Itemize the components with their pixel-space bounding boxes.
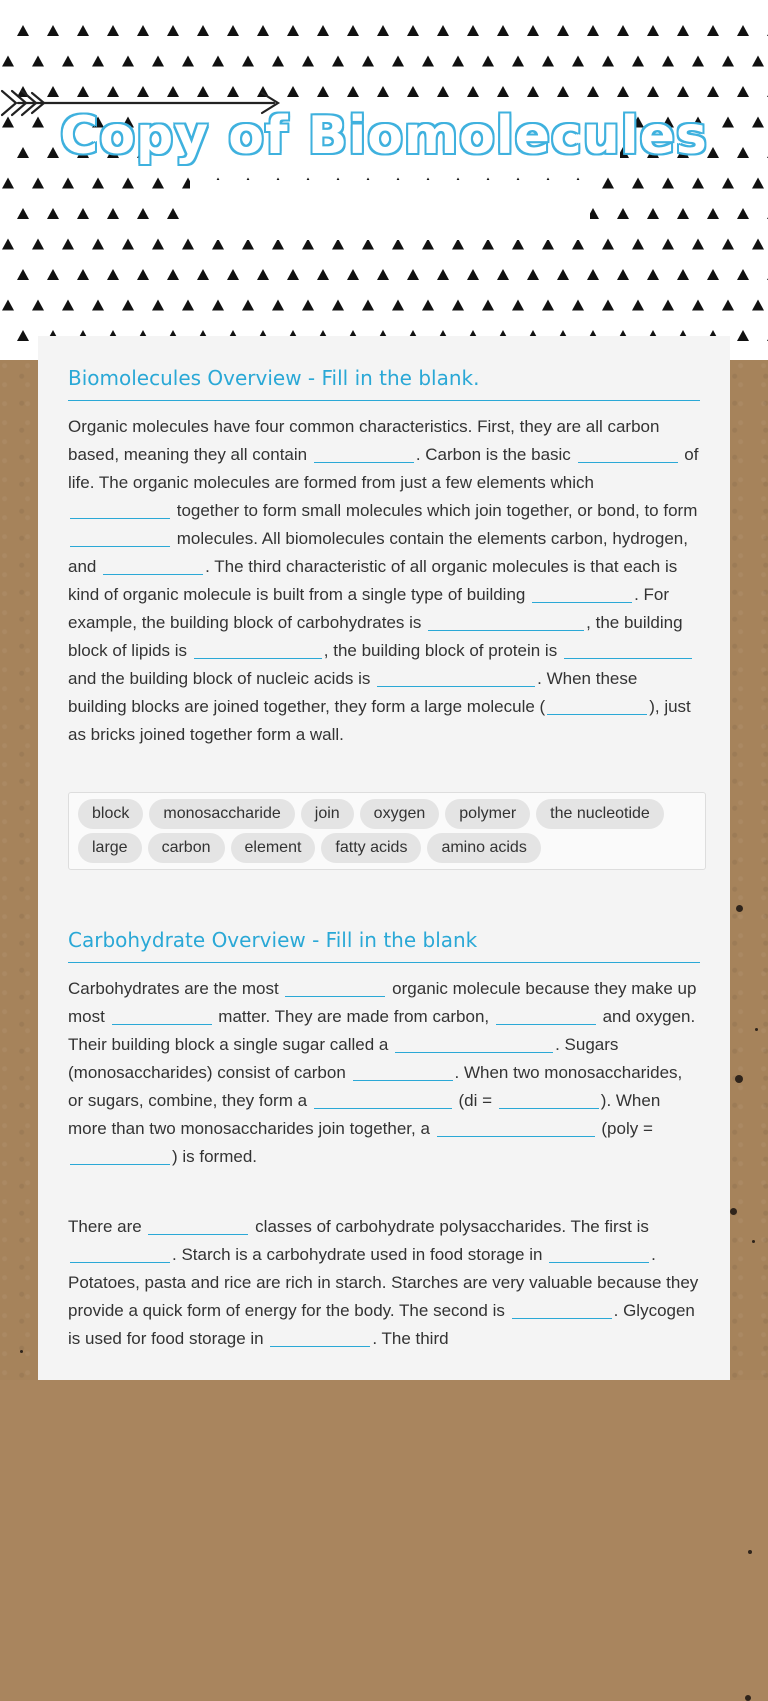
paragraph-text: . The third characteristic of all organic molecules is that each is kind of organic molecule is built from a single type of building — [68, 557, 678, 604]
paragraph-text: ). When more than two monosaccharides join together, a — [68, 1091, 661, 1138]
answer-blank[interactable] — [314, 1090, 452, 1109]
worksheet-card — [38, 336, 730, 1380]
paragraph-text: . Glycogen is used for food storage in — [68, 1301, 695, 1348]
polysaccharide-paragraph — [68, 1213, 700, 1353]
word-chip[interactable]: carbon — [148, 833, 225, 863]
answer-blank[interactable] — [103, 556, 203, 575]
answer-blank[interactable] — [578, 444, 678, 463]
paragraph-text: There are — [68, 1217, 147, 1236]
answer-blank[interactable] — [547, 696, 647, 715]
paragraph-text: . For example, the building block of carbohydrates is — [68, 585, 670, 632]
answer-blank[interactable] — [194, 640, 322, 659]
answer-blank[interactable] — [437, 1118, 595, 1137]
answer-blank[interactable] — [70, 528, 170, 547]
answer-blank[interactable] — [314, 444, 414, 463]
word-chip[interactable]: block — [78, 799, 143, 829]
carbohydrate-overview-section — [68, 928, 700, 1353]
paragraph-text: , the building block of protein is — [323, 641, 562, 660]
answer-blank[interactable] — [112, 1006, 212, 1025]
word-chip[interactable]: join — [301, 799, 354, 829]
answer-blank[interactable] — [377, 668, 535, 687]
paragraph-text: . The third — [372, 1329, 449, 1348]
triangle-pattern-header — [0, 0, 768, 360]
paragraph-text: together to form small molecules which join together, or bond, to form — [172, 501, 698, 520]
paragraph-text: . Potatoes, pasta and rice are rich in starch. Starches are very valuable because they provide a quick form of energy for the body. The second is — [68, 1245, 699, 1320]
answer-blank[interactable] — [532, 584, 632, 603]
answer-blank[interactable] — [70, 500, 170, 519]
biomolecules-paragraph — [68, 413, 700, 749]
word-chip[interactable]: amino acids — [427, 833, 540, 863]
paragraph-text: (poly = — [596, 1119, 653, 1138]
answer-blank[interactable] — [499, 1090, 599, 1109]
paragraph-text: classes of carbohydrate polysaccharides. The first is — [250, 1217, 649, 1236]
paragraph-text: matter. They are made from carbon, — [213, 1007, 494, 1026]
word-chip[interactable]: oxygen — [360, 799, 440, 829]
paragraph-text: . Starch is a carbohydrate used in food storage in — [172, 1245, 548, 1264]
paragraph-text: organic molecule because they make up most — [68, 979, 697, 1026]
paragraph-text: . Carbon is the basic — [415, 445, 576, 464]
answer-blank[interactable] — [285, 978, 385, 997]
answer-blank[interactable] — [512, 1300, 612, 1319]
carbohydrate-paragraph — [68, 975, 700, 1171]
paragraph-text: . Sugars (monosaccharides) consist of carbon — [68, 1035, 619, 1082]
answer-blank[interactable] — [496, 1006, 596, 1025]
word-chip[interactable]: polymer — [445, 799, 530, 829]
page-title: Copy of Biomolecules — [60, 106, 708, 166]
paragraph-text: ) is formed. — [172, 1147, 258, 1166]
paragraph-text: . When these building blocks are joined together, they form a large molecule ( — [68, 669, 638, 716]
paragraph-text: Organic molecules have four common characteristics. First, they are all carbon based, meaning they all contain — [68, 417, 660, 464]
answer-blank[interactable] — [270, 1328, 370, 1347]
answer-blank[interactable] — [148, 1216, 248, 1235]
section-heading: Carbohydrate Overview - Fill in the blank — [68, 928, 700, 963]
answer-blank[interactable] — [353, 1062, 453, 1081]
paragraph-text: Carbohydrates are the most — [68, 979, 284, 998]
answer-blank[interactable] — [70, 1146, 170, 1165]
paragraph-text: (di = — [453, 1091, 497, 1110]
arrow-icon — [0, 88, 282, 118]
paragraph-text: . When two monosaccharides, or sugars, combine, they form a — [68, 1063, 683, 1110]
answer-blank[interactable] — [395, 1034, 553, 1053]
paragraph-text: ), just as bricks joined together form a wall. — [68, 697, 691, 744]
word-chip[interactable]: the nucleotide — [536, 799, 664, 829]
answer-blank[interactable] — [549, 1244, 649, 1263]
word-chip[interactable]: element — [231, 833, 316, 863]
word-chip[interactable]: fatty acids — [321, 833, 421, 863]
answer-blank[interactable] — [428, 612, 584, 631]
answer-blank[interactable] — [564, 640, 692, 659]
section-heading: Biomolecules Overview - Fill in the blank. — [68, 366, 700, 401]
word-chip[interactable]: large — [78, 833, 142, 863]
paragraph-text: molecules. All biomolecules contain the elements carbon, hydrogen, and — [68, 529, 688, 576]
paragraph-text: and oxygen. Their building block a single sugar called a — [68, 1007, 696, 1054]
paragraph-text: , the building block of lipids is — [68, 613, 683, 660]
biomolecules-overview-section — [68, 366, 700, 749]
paragraph-text: of life. The organic molecules are formed from just a few elements which — [68, 445, 699, 492]
word-chip[interactable]: monosaccharide — [149, 799, 294, 829]
word-bank — [68, 792, 706, 870]
paragraph-text: and the building block of nucleic acids is — [68, 669, 376, 688]
answer-blank[interactable] — [70, 1244, 170, 1263]
